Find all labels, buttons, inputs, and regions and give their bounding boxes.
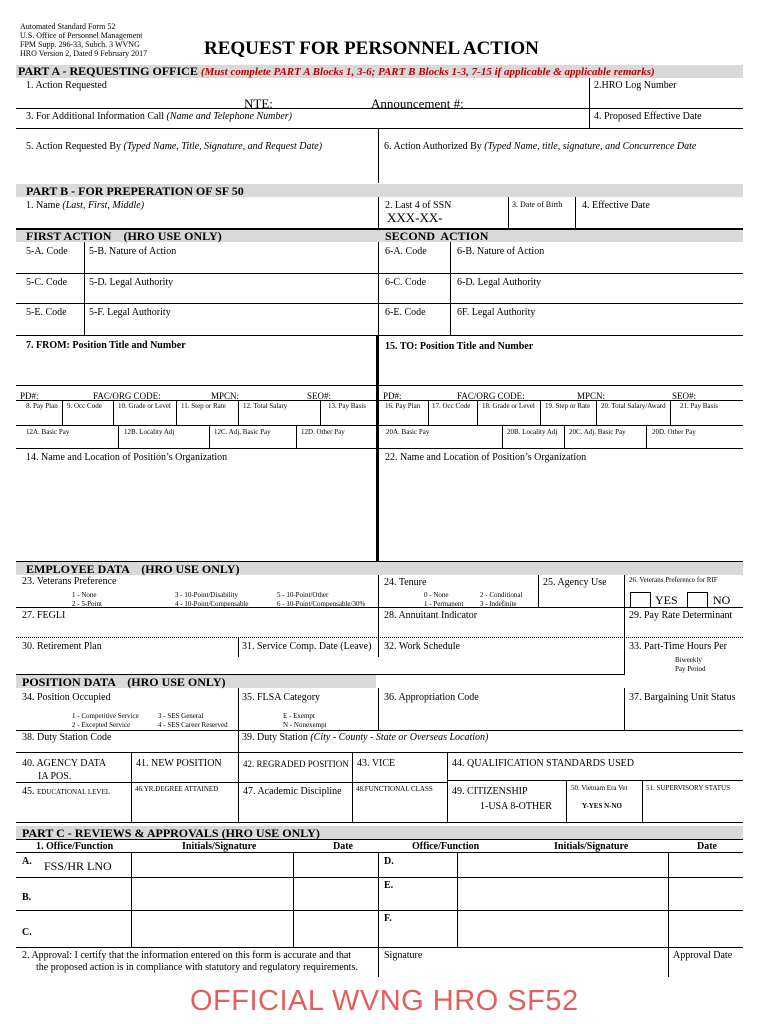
divider bbox=[238, 752, 239, 822]
divider bbox=[84, 242, 85, 335]
divider bbox=[131, 852, 132, 947]
rule bbox=[16, 752, 743, 753]
rule bbox=[16, 448, 743, 449]
divider bbox=[538, 575, 539, 607]
legal-6f: 6F. Legal Authority bbox=[457, 307, 536, 318]
divider bbox=[378, 852, 379, 977]
requested-by-hint: (Typed Name, Title, Signature, and Request Date) bbox=[123, 141, 323, 152]
office-function-header: 1. Office/Function bbox=[36, 841, 114, 852]
to-pay-plan: 16. Pay Plan bbox=[385, 402, 421, 410]
form-title: REQUEST FOR PERSONNEL ACTION bbox=[204, 38, 539, 59]
rule bbox=[16, 607, 743, 608]
divider bbox=[378, 575, 379, 657]
duty-station-text: 39. Duty Station bbox=[242, 732, 308, 743]
divider bbox=[450, 242, 451, 335]
official-watermark-text: OFFICIAL WVNG HRO SF52 bbox=[190, 985, 579, 1017]
action-requested-label: 1. Action Requested bbox=[26, 80, 107, 91]
action-requested-by-label bbox=[26, 141, 322, 152]
name-hint: (Last, First, Middle) bbox=[62, 200, 145, 211]
proposed-effective-date-label: 4. Proposed Effective Date bbox=[594, 111, 702, 122]
divider bbox=[566, 780, 567, 822]
legal-5d: 5-D. Legal Authority bbox=[89, 277, 174, 288]
rif-no-checkbox[interactable] bbox=[687, 592, 708, 608]
from-pd-label: PD#: bbox=[20, 391, 39, 401]
pay-rate-determinant-label: 29. Pay Rate Determinant bbox=[629, 610, 733, 621]
dob-label: 3. Date of Birth bbox=[512, 200, 563, 209]
flsa-category-label: 35. FLSA Category bbox=[242, 692, 321, 703]
part-a-title-text: PART A - REQUESTING OFFICE bbox=[18, 64, 198, 78]
from-total-salary: 12. Total Salary bbox=[243, 402, 288, 410]
to-fac-label: FAC/ORG CODE: bbox=[457, 391, 525, 401]
qualification-standards-label: 44. QUALIFICATION STANDARDS USED bbox=[452, 758, 634, 769]
position-option: 3 - SES General bbox=[158, 712, 204, 720]
tenure-option: 1 - Permanent bbox=[424, 600, 464, 608]
new-position-label: 41. NEW POSITION bbox=[136, 758, 222, 769]
from-pay-basis: 13. Pay Basis bbox=[328, 402, 366, 410]
first-action-title: FIRST ACTION (HRO USE ONLY) bbox=[26, 229, 222, 243]
divider bbox=[238, 400, 239, 425]
work-schedule-label: 32. Work Schedule bbox=[384, 641, 460, 652]
divider bbox=[624, 637, 625, 675]
supervisory-status-label: 51. SUPERVISORY STATUS bbox=[646, 784, 730, 792]
approval-signature-label: Signature bbox=[384, 950, 423, 961]
divider bbox=[238, 688, 239, 730]
pay-period-label: Pay Period bbox=[675, 665, 706, 673]
part-a-note: (Must complete PART A Blocks 1, 3-6; PART B Blocks 1-3, 7-15 if applicable & applicable remarks) bbox=[200, 66, 655, 78]
name-label bbox=[26, 200, 144, 211]
form-header-line: U.S. Office of Personnel Management bbox=[20, 31, 143, 40]
office-function-header-2: Office/Function bbox=[412, 841, 480, 852]
position-option: 1 - Competitive Service bbox=[72, 712, 139, 720]
divider bbox=[296, 425, 297, 448]
divider bbox=[564, 425, 565, 448]
from-occ-code: 9. Occ Code bbox=[67, 402, 102, 410]
to-other-pay: 20D. Other Pay bbox=[652, 428, 696, 436]
part-a-title bbox=[18, 64, 655, 79]
row-c-label: C. bbox=[22, 927, 32, 938]
form-header-block bbox=[20, 22, 147, 58]
ssn-value: XXX-XX- bbox=[387, 210, 443, 225]
nature-5b: 5-B. Nature of Action bbox=[89, 246, 177, 257]
rule bbox=[16, 425, 743, 426]
academic-discipline-label: 47. Academic Discipline bbox=[243, 786, 342, 797]
service-comp-date-label: 31. Service Comp. Date (Leave) bbox=[242, 641, 372, 652]
from-adj-basic-pay: 12C. Adj. Basic Pay bbox=[214, 428, 271, 436]
divider bbox=[118, 425, 119, 448]
rule bbox=[16, 877, 743, 878]
divider bbox=[62, 400, 63, 425]
divider bbox=[457, 852, 458, 947]
authorized-by-text: 6. Action Authorized By bbox=[384, 141, 482, 152]
rif-yes-checkbox[interactable] bbox=[630, 592, 651, 608]
citizenship-options: 1-USA 8-OTHER bbox=[480, 801, 552, 812]
employee-data-title: EMPLOYEE DATA (HRO USE ONLY) bbox=[26, 562, 240, 576]
code-6c: 6-C. Code bbox=[385, 277, 427, 288]
code-6e: 6-E. Code bbox=[385, 307, 426, 318]
yes-no-options: Y-YES N-NO bbox=[582, 802, 622, 810]
row-e-label: E. bbox=[384, 880, 394, 891]
from-fac-label: FAC/ORG CODE: bbox=[93, 391, 161, 401]
divider bbox=[378, 128, 379, 183]
divider bbox=[642, 780, 643, 822]
regraded-position-label: 42. REGRADED POSITION bbox=[243, 759, 349, 769]
tenure-label: 24. Tenure bbox=[384, 577, 427, 588]
divider bbox=[502, 425, 503, 448]
tenure-option: 0 - None bbox=[424, 591, 449, 599]
to-total-salary: 20. Total Salary/Award bbox=[601, 402, 666, 410]
position-option: 4 - SES Career Reserved bbox=[158, 721, 228, 729]
form-header-line: FPM Supp. 296-33, Subch. 3 WVNG bbox=[20, 40, 140, 49]
bargaining-unit-label: 37. Bargaining Unit Status bbox=[629, 692, 736, 703]
approval-date-label: Approval Date bbox=[673, 950, 733, 961]
from-mpcn-label: MPCN: bbox=[211, 391, 240, 401]
divider bbox=[352, 752, 353, 822]
agency-use-label: 25. Agency Use bbox=[543, 577, 607, 588]
divider bbox=[670, 400, 671, 425]
divider bbox=[596, 400, 597, 425]
divider bbox=[238, 637, 239, 657]
citizenship-label: 49. CITIZENSHIP bbox=[452, 786, 528, 797]
additional-info-text: 3. For Additional Information Call bbox=[26, 111, 165, 122]
to-mpcn-label: MPCN: bbox=[577, 391, 606, 401]
to-step: 19. Step or Rate bbox=[545, 402, 591, 410]
divider bbox=[624, 575, 625, 607]
divider bbox=[575, 197, 576, 229]
from-step: 11. Step or Rate bbox=[181, 402, 226, 410]
divider bbox=[131, 752, 132, 822]
divider bbox=[113, 400, 114, 425]
divider bbox=[238, 730, 239, 752]
rif-yes-label: YES bbox=[655, 593, 678, 607]
rule bbox=[16, 128, 743, 129]
duty-station-code-label: 38. Duty Station Code bbox=[22, 732, 112, 743]
date-header: Date bbox=[333, 841, 353, 852]
vp-option: 6 - 10-Point/Compensable/30% bbox=[277, 600, 366, 608]
to-pd-label: PD#: bbox=[383, 391, 402, 401]
duty-station-hint: (City - County - State or Overseas Location) bbox=[310, 732, 489, 743]
from-pay-plan: 8. Pay Plan bbox=[26, 402, 58, 410]
position-occupied-label: 34. Position Occupied bbox=[22, 692, 111, 703]
authorized-by-hint: (Typed Name, title, signature, and Concurrence Date bbox=[484, 141, 697, 152]
date-header-2: Date bbox=[697, 841, 717, 852]
rule bbox=[16, 303, 743, 304]
ssn-label: 2. Last 4 of SSN bbox=[385, 200, 452, 211]
initials-signature-header: Initials/Signature bbox=[182, 841, 257, 852]
to-seo-label: SEO#: bbox=[672, 391, 697, 401]
legal-5f: 5-F. Legal Authority bbox=[89, 307, 171, 318]
from-basic-pay: 12A. Basic Pay bbox=[26, 428, 70, 436]
second-action-title: SECOND ACTION bbox=[385, 229, 489, 243]
code-6a: 6-A. Code bbox=[385, 246, 427, 257]
code-5e: 5-E. Code bbox=[26, 307, 67, 318]
vp-option: 3 - 10-Point/Disability bbox=[175, 591, 238, 599]
duty-station-label bbox=[242, 732, 488, 743]
approval-certification-line1: 2. Approval: I certify that the information entered on this form is accurate and that bbox=[22, 950, 352, 961]
row-f-label: F. bbox=[384, 913, 392, 924]
from-locality-adj: 12B. Locality Adj bbox=[124, 428, 175, 436]
rule bbox=[16, 782, 447, 783]
rule bbox=[447, 780, 743, 781]
legal-6d: 6-D. Legal Authority bbox=[457, 277, 542, 288]
position-option: 2 - Excepted Service bbox=[72, 721, 131, 729]
code-5c: 5-C. Code bbox=[26, 277, 68, 288]
to-position-label: 15. TO: Position Title and Number bbox=[385, 341, 534, 352]
nte-label: NTE: bbox=[244, 96, 273, 111]
divider bbox=[477, 400, 478, 425]
row-a-label: A. bbox=[22, 856, 32, 867]
divider bbox=[624, 688, 625, 730]
part-time-hours-label: 33. Part-Time Hours Per bbox=[629, 641, 727, 652]
to-locality-adj: 20B. Locality Adj bbox=[507, 428, 558, 436]
tenure-option: 2 - Conditional bbox=[480, 591, 523, 599]
from-org-location-label: 14. Name and Location of Position’s Organization bbox=[26, 452, 228, 463]
divider bbox=[176, 400, 177, 425]
divider bbox=[668, 852, 669, 977]
initials-signature-header-2: Initials/Signature bbox=[554, 841, 629, 852]
row-b-label: B. bbox=[22, 892, 32, 903]
name-text: 1. Name bbox=[26, 200, 60, 211]
approval-certification-line2: the proposed action is in compliance with statutory and regulatory requirements. bbox=[36, 962, 358, 973]
tenure-option: 3 - Indefinite bbox=[480, 600, 517, 608]
divider bbox=[209, 425, 210, 448]
vp-option: 4 - 10-Point/Compensable bbox=[175, 600, 249, 608]
divider bbox=[293, 852, 294, 947]
rule bbox=[16, 385, 743, 386]
rule bbox=[16, 273, 743, 274]
additional-info-label bbox=[26, 111, 292, 122]
from-grade: 10. Grade or Level bbox=[118, 402, 171, 410]
functional-class-label: 48.FUNCTIONAL CLASS bbox=[356, 785, 433, 793]
from-position-label: 7. FROM: Position Title and Number bbox=[26, 340, 186, 351]
divider bbox=[428, 400, 429, 425]
to-occ-code: 17. Occ Code bbox=[432, 402, 471, 410]
action-authorized-by-label bbox=[384, 141, 696, 152]
divider bbox=[624, 607, 625, 637]
annuitant-indicator-label: 28. Annuitant Indicator bbox=[384, 610, 478, 621]
effective-date-label: 4. Effective Date bbox=[582, 200, 650, 211]
code-5a: 5-A. Code bbox=[26, 246, 68, 257]
hro-log-number-label: 2.HRO Log Number bbox=[594, 80, 677, 91]
form-header-line: HRO Version 2, Dated 9 February 2017 bbox=[20, 49, 148, 58]
to-adj-basic-pay: 20C. Adj. Basic Pay bbox=[569, 428, 626, 436]
biweekly-label: Biweekly bbox=[675, 656, 702, 664]
rif-preference-label: 26. Veterans Preference for RIF bbox=[629, 576, 718, 584]
educational-level-text: EDUCATIONAL LEVEL bbox=[37, 788, 111, 796]
divider bbox=[378, 197, 379, 229]
educational-level-label bbox=[22, 786, 110, 797]
additional-info-hint: (Name and Telephone Number) bbox=[166, 111, 292, 122]
rule bbox=[16, 108, 743, 109]
part-b-title: PART B - FOR PREPERATION OF SF 50 bbox=[26, 184, 244, 198]
divider bbox=[589, 78, 590, 128]
row-a-office-value: FSS/HR LNO bbox=[44, 859, 112, 873]
from-other-pay: 12D. Other Pay bbox=[301, 428, 345, 436]
divider bbox=[508, 197, 509, 229]
divider bbox=[646, 425, 647, 448]
agency-data-label: 40. AGENCY DATA bbox=[22, 758, 107, 769]
rule bbox=[16, 839, 743, 840]
rif-no-label: NO bbox=[713, 593, 731, 607]
to-grade: 18. Grade or Level bbox=[482, 402, 535, 410]
part-c-title: PART C - REVIEWS & APPROVALS (HRO USE ONLY) bbox=[22, 826, 320, 840]
divider bbox=[320, 400, 321, 425]
nature-6b: 6-B. Nature of Action bbox=[457, 246, 545, 257]
row-d-label: D. bbox=[384, 856, 394, 867]
fegli-label: 27. FEGLI bbox=[22, 610, 66, 621]
form-header-line: Automated Standard Form 52 bbox=[20, 22, 116, 31]
dotted-rule bbox=[16, 637, 743, 638]
vp-option: 2 - 5-Point bbox=[72, 600, 102, 608]
announcement-label: Announcement #: bbox=[371, 96, 464, 111]
to-org-location-label: 22. Name and Location of Position’s Organization bbox=[385, 452, 587, 463]
divider bbox=[378, 242, 379, 335]
rule bbox=[16, 822, 743, 823]
flsa-option: E - Exempt bbox=[283, 712, 315, 720]
veterans-preference-label: 23. Veterans Preference bbox=[22, 576, 117, 587]
vietnam-era-vet-label: 50. Vietnam Era Vet bbox=[571, 784, 628, 792]
divider bbox=[447, 752, 448, 822]
appropriation-code-label: 36. Appropriation Code bbox=[384, 692, 479, 703]
retirement-plan-label: 30. Retirement Plan bbox=[22, 641, 102, 652]
rule bbox=[16, 335, 743, 336]
vp-option: 1 - None bbox=[72, 591, 97, 599]
educational-level-num: 45. bbox=[22, 786, 35, 797]
flsa-option: N - Nonexempt bbox=[283, 721, 327, 729]
requested-by-text: 5. Action Requested By bbox=[26, 141, 121, 152]
rule bbox=[16, 947, 743, 948]
rule bbox=[16, 400, 743, 401]
vp-option: 5 - 10-Point/Other bbox=[277, 591, 329, 599]
to-pay-basis: 21. Pay Basis bbox=[680, 402, 718, 410]
divider bbox=[378, 688, 379, 730]
from-seo-label: SEO#: bbox=[307, 391, 332, 401]
to-basic-pay: 20A. Basic Pay bbox=[386, 428, 430, 436]
rule bbox=[16, 852, 743, 853]
degree-year-label: 46.YR.DEGREE ATTAINED bbox=[135, 785, 219, 793]
position-data-title: POSITION DATA (HRO USE ONLY) bbox=[22, 675, 226, 689]
vice-label: 43. VICE bbox=[357, 758, 396, 769]
ia-pos-label: IA POS. bbox=[38, 771, 72, 782]
divider bbox=[540, 400, 541, 425]
rule bbox=[16, 730, 743, 731]
rule bbox=[16, 910, 743, 911]
